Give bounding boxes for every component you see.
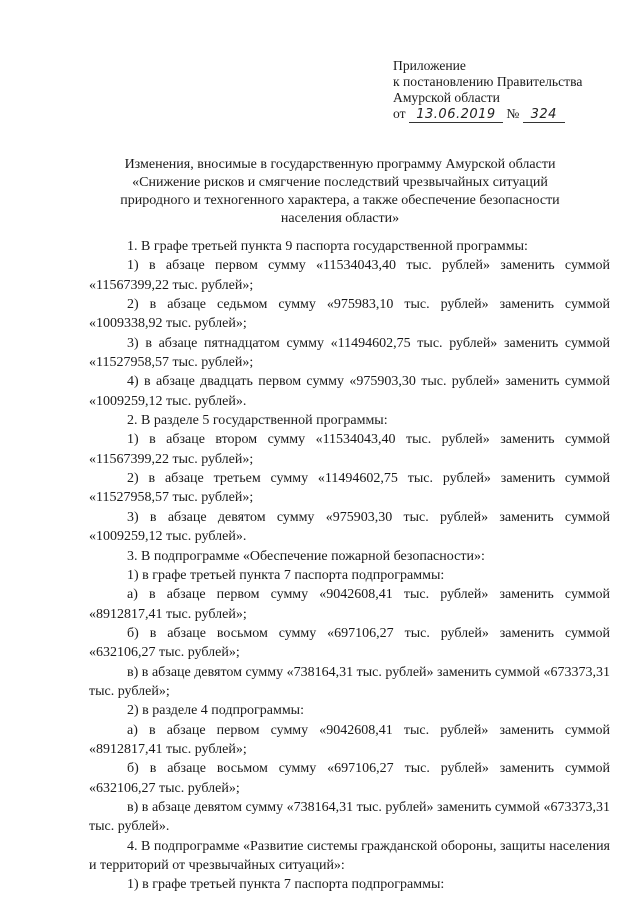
paragraph: 1. В графе третьей пункта 9 паспорта государственной программы: xyxy=(127,239,528,254)
paragraph: 4. В подпрограмме «Развитие системы гражданской обороны, защиты населения и территорий от чрезвычайных ситуаций»: xyxy=(89,838,610,873)
paragraph: 4) в абзаце двадцать первом сумму «975903,30 тыс. рублей» заменить суммой «1009259,12 тыс. рублей». xyxy=(89,374,610,409)
approval-block xyxy=(393,58,623,123)
paragraph: 3. В подпрограмме «Обеспечение пожарной безопасности»: xyxy=(127,548,485,564)
paragraph: 2) в абзаце седьмом сумму «975983,10 тыс. рублей» заменить суммой «1009338,92 тыс. рублей»; xyxy=(89,297,610,332)
paragraph: 1) в абзаце втором сумму «11534043,40 тыс. рублей» заменить суммой «11567399,22 тыс. рублей»; xyxy=(89,432,610,467)
paragraph: б) в абзаце восьмом сумму «697106,27 тыс. рублей» заменить суммой «632106,27 тыс. рублей»; xyxy=(89,761,610,796)
handwritten-number: 324 xyxy=(523,108,565,123)
approval-line-1: Приложение xyxy=(393,58,466,73)
paragraph: а) в абзаце первом сумму «9042608,41 тыс. рублей» заменить суммой «8912817,41 тыс. рублей»; xyxy=(89,587,610,622)
from-prefix: от xyxy=(393,106,406,121)
paragraph: 3) в абзаце девятом сумму «975903,30 тыс. рублей» заменить суммой «1009259,12 тыс. рублей». xyxy=(89,509,610,545)
paragraph: 3) в абзаце пятнадцатом сумму «11494602,75 тыс. рублей» заменить суммой «11527958,57 тыс. рублей»; xyxy=(89,335,610,371)
paragraph: а) в абзаце первом сумму «9042608,41 тыс. рублей» заменить суммой «8912817,41 тыс. рублей»; xyxy=(89,722,610,757)
title-line-2: «Снижение рисков и смягчение последствий чрезвычайных ситуаций xyxy=(132,175,548,190)
paragraph: б) в абзаце восьмом сумму «697106,27 тыс. рублей» заменить суммой «632106,27 тыс. рублей»; xyxy=(89,625,610,661)
paragraph: в) в абзаце девятом сумму «738164,31 тыс. рублей» заменить суммой «673373,31 тыс. рублей». xyxy=(89,799,610,835)
paragraph: 2) в абзаце третьем сумму «11494602,75 тыс. рублей» заменить суммой «11527958,57 тыс. рублей»; xyxy=(89,471,610,506)
approval-line-2: к постановлению Правительства xyxy=(393,74,583,89)
title-line-1: Изменения, вносимые в государственную программу Амурской области xyxy=(124,157,556,172)
paragraph: 1) в графе третьей пункта 7 паспорта подпрограммы: xyxy=(127,567,445,583)
title-line-4: населения области» xyxy=(280,211,400,226)
paragraph: 1) в графе третьей пункта 7 паспорта подпрограммы: xyxy=(127,877,445,893)
document-title xyxy=(100,156,580,228)
title-line-3: природного и техногенного характера, а также обеспечение безопасности xyxy=(120,193,560,208)
approval-date-line xyxy=(393,106,623,123)
approval-line-3: Амурской области xyxy=(393,90,500,105)
document-body xyxy=(89,237,610,895)
paragraph: 2. В разделе 5 государственной программы: xyxy=(127,413,388,429)
number-sign: № xyxy=(506,106,520,121)
paragraph: в) в абзаце девятом сумму «738164,31 тыс. рублей» заменить суммой «673373,31 тыс. рублей»; xyxy=(89,664,610,699)
paragraph: 2) в разделе 4 подпрограммы: xyxy=(127,703,304,719)
paragraph: 1) в абзаце первом сумму «11534043,40 тыс. рублей» заменить суммой «11567399,22 тыс. рублей»; xyxy=(89,258,610,293)
handwritten-date: 13.06.2019 xyxy=(409,108,503,123)
